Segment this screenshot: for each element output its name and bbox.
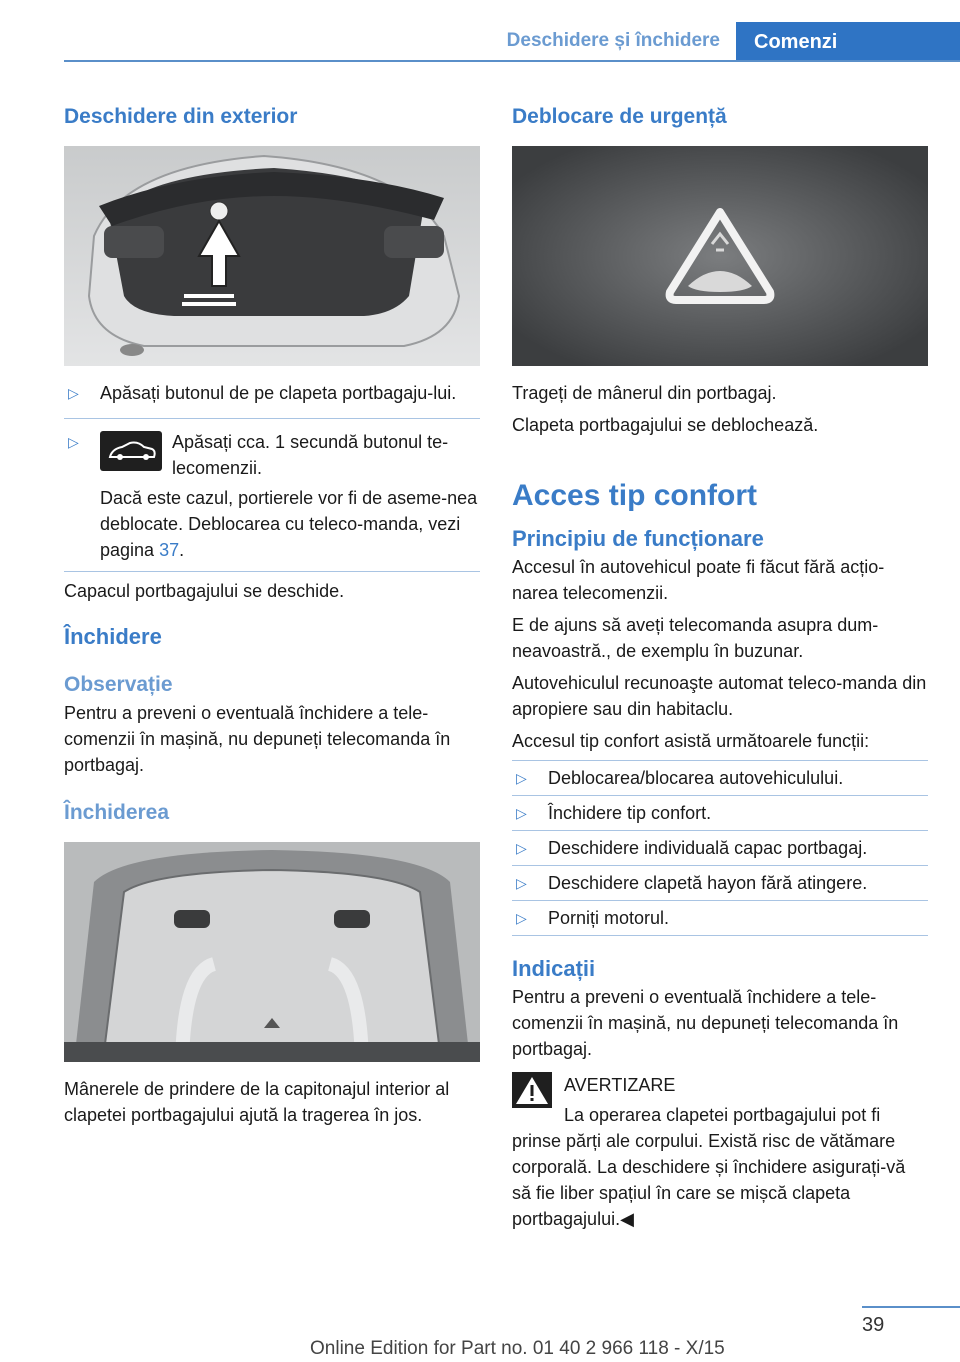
subsection-title-notes: Indicații (512, 956, 596, 981)
divider (512, 795, 928, 796)
list-item (512, 870, 928, 896)
trunk-interior-figure (64, 842, 480, 1062)
divider (512, 830, 928, 831)
list-item-text: Deschidere individuală capac portbagaj. (548, 838, 868, 858)
section-title-closing: Închidere (64, 624, 162, 649)
feature-list (512, 760, 928, 936)
bullet-note-text: Dacă este cazul, portierele vor fi de aseme-nea deblocate. Deblocarea cu teleco-manda, vezi pagina (100, 488, 478, 560)
bullet-triangle-icon: ▷ (516, 840, 527, 856)
paragraph: E de ajuns să aveți telecomanda asupra dum-neavoastră., de exemplu în buzunar. (512, 615, 879, 661)
list-item (512, 800, 928, 826)
page-number: 39 (862, 1314, 885, 1336)
footer-edition: Online Edition for Part no. 01 40 2 966 118 - X/15 (310, 1338, 725, 1359)
paragraph: Pentru a preveni o eventuală închidere a tele-comenzii în mașină, nu depuneți telecomanda în portbagaj. (512, 987, 899, 1059)
list-item (512, 835, 928, 861)
list-item (512, 905, 928, 931)
note-text: Pentru a preveni o eventuală închidere a tele-comenzii în mașină, nu depuneți telecomanda în portbagaj. (64, 703, 451, 775)
warning-title: AVERTIZARE (564, 1075, 676, 1095)
section-title-comfort-access: Acces tip confort (512, 479, 758, 512)
footer-rule (862, 1306, 960, 1308)
page-link[interactable]: 37 (159, 540, 180, 560)
left-column (64, 100, 480, 1128)
emergency-release-figure (512, 146, 928, 366)
paragraph: Accesul tip confort asistă următoarele funcții: (512, 731, 870, 751)
bullet-text: Apăsați cca. 1 secundă butonul te-lecomenzii. (172, 432, 449, 478)
bullet-triangle-icon: ▷ (68, 434, 79, 450)
list-item-text: Închidere tip confort. (548, 803, 712, 823)
figure-caption: Mânerele de prindere de la capitonajul interior al clapetei portbagajului ajută la tragerea în jos. (64, 1079, 450, 1125)
list-item-text: Deblocarea/blocarea autovehiculului. (548, 768, 844, 788)
result-text: Capacul portbagajului se deschide. (64, 581, 345, 601)
note-title: Observație (64, 673, 173, 696)
trunk-exterior-figure (64, 146, 480, 366)
warning-icon (512, 1072, 552, 1108)
bullet-triangle-icon: ▷ (516, 875, 527, 891)
bullet-triangle-icon: ▷ (68, 385, 79, 401)
bullet-note-end: . (179, 540, 185, 560)
header-tab[interactable]: Comenzi (736, 22, 960, 62)
divider (512, 900, 928, 901)
section-title-open-outside: Deschidere din exterior (64, 105, 298, 128)
warning-text-first: La operarea clapetei portbagajului pot fi (564, 1105, 881, 1125)
right-column (512, 100, 928, 1232)
bullet-triangle-icon: ▷ (516, 910, 527, 926)
bullet-note (64, 485, 480, 563)
warning-block (512, 1072, 928, 1232)
warning-text: prinse părți ale corpului. Există risc de vătămare corporală. La deschidere și închidere asigurați-vă să fie liber spațiul în care se mișcă clapeta portbagajului.◀ (512, 1131, 906, 1229)
list-item (64, 429, 480, 481)
paragraph: Accesul în autovehicul poate fi făcut fără acțio-narea telecomenzii. (512, 557, 885, 603)
bullet-triangle-icon: ▷ (516, 770, 527, 786)
list-item-text: Porniți motorul. (548, 908, 670, 928)
divider (64, 418, 480, 419)
divider (512, 760, 928, 761)
list-item (512, 765, 928, 791)
remote-trunk-button-icon (100, 431, 162, 471)
section-title-emergency-release: Deblocare de urgență (512, 105, 727, 128)
subsection-title-principle: Principiu de funcționare (512, 526, 764, 551)
divider (64, 571, 480, 572)
emergency-step-2: Clapeta portbagajului se deblochează. (512, 415, 819, 435)
header-section-title: Deschidere și închidere (506, 30, 720, 51)
list-item-text: Deschidere clapetă hayon fără atingere. (548, 873, 868, 893)
bullet-triangle-icon: ▷ (516, 805, 527, 821)
section-title-closing-procedure: Închiderea (64, 801, 170, 824)
list-item (64, 380, 480, 406)
bullet-text: Apăsați butonul de pe clapeta portbagaju-lui. (100, 383, 457, 403)
paragraph: Autovehiculul recunoaşte automat teleco-manda din apropiere sau din habitaclu. (512, 673, 927, 719)
divider (512, 935, 928, 936)
divider (512, 865, 928, 866)
header-rule (64, 60, 960, 62)
emergency-step-1: Trageți de mânerul din portbagaj. (512, 383, 777, 403)
